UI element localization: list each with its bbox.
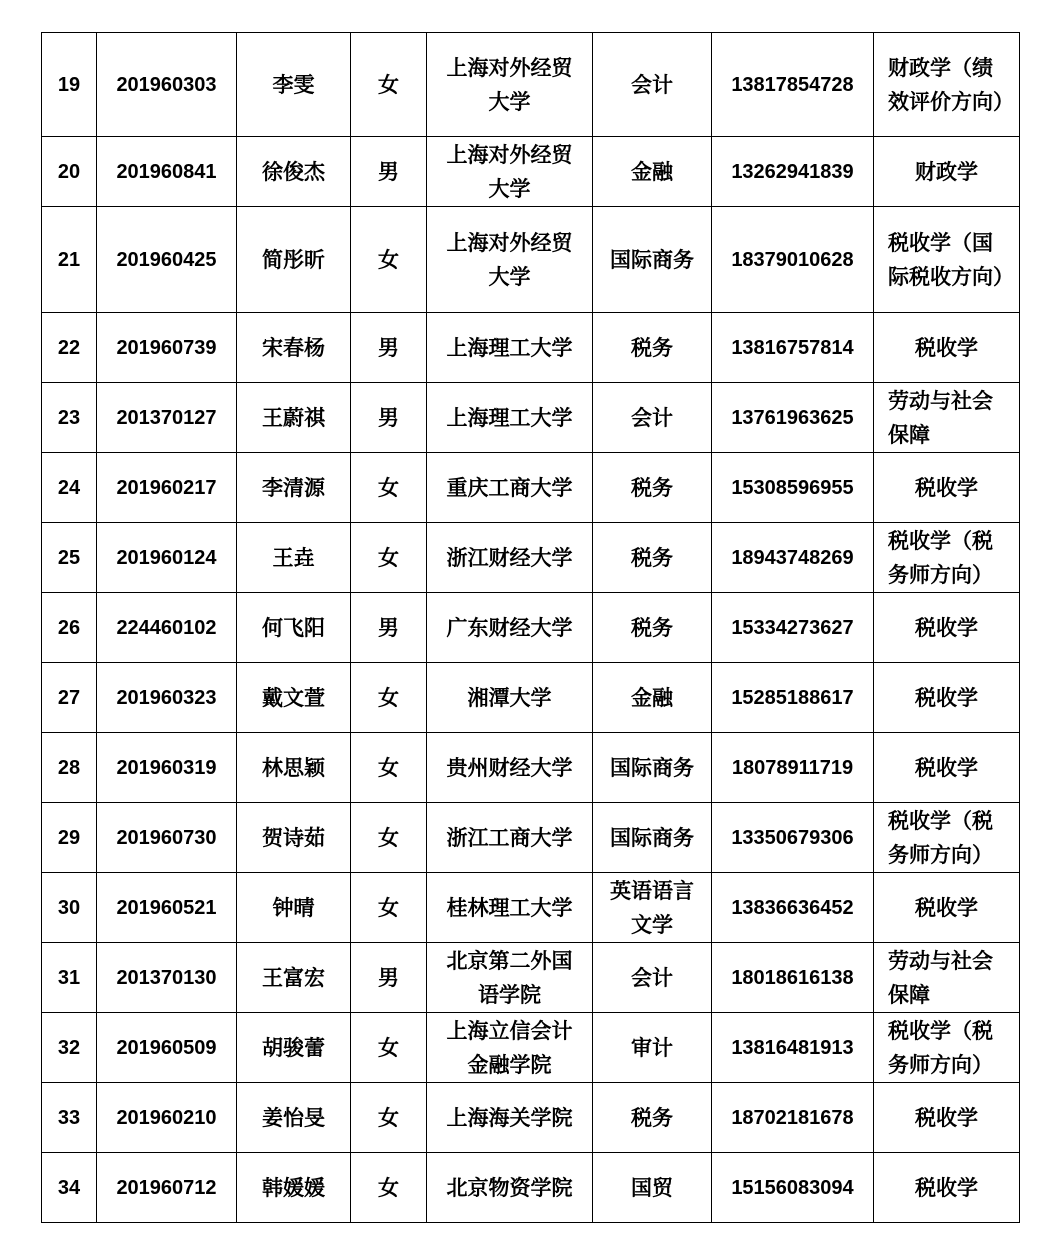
table-row	[42, 137, 1020, 207]
table-row	[42, 207, 1020, 313]
gender-cell: 女	[351, 453, 427, 523]
name-cell: 李清源	[237, 453, 351, 523]
major-cell: 国际商务	[593, 803, 712, 873]
target-program-cell: 税收学（税务师方向）	[874, 523, 1020, 593]
student-roster-table	[41, 32, 1020, 1223]
gender-cell: 女	[351, 873, 427, 943]
school-cell: 北京物资学院	[427, 1153, 593, 1223]
major-cell: 会计	[593, 383, 712, 453]
student-id-cell: 201960521	[97, 873, 237, 943]
name-cell: 韩媛媛	[237, 1153, 351, 1223]
name-cell: 戴文萱	[237, 663, 351, 733]
gender-cell: 女	[351, 523, 427, 593]
phone-cell: 18078911719	[712, 733, 874, 803]
student-id-cell: 201370127	[97, 383, 237, 453]
phone-cell: 15308596955	[712, 453, 874, 523]
phone-cell: 18018616138	[712, 943, 874, 1013]
major-cell: 国贸	[593, 1153, 712, 1223]
row-number-cell: 22	[42, 313, 97, 383]
name-cell: 林思颖	[237, 733, 351, 803]
name-cell: 王垚	[237, 523, 351, 593]
gender-cell: 女	[351, 733, 427, 803]
row-number-cell: 30	[42, 873, 97, 943]
school-cell: 浙江财经大学	[427, 523, 593, 593]
major-cell: 英语语言文学	[593, 873, 712, 943]
row-number-cell: 25	[42, 523, 97, 593]
row-number-cell: 20	[42, 137, 97, 207]
target-program-cell: 税收学（国际税收方向）	[874, 207, 1020, 313]
row-number-cell: 28	[42, 733, 97, 803]
student-id-cell: 201960739	[97, 313, 237, 383]
major-cell: 金融	[593, 663, 712, 733]
target-program-cell: 税收学	[874, 873, 1020, 943]
school-cell: 上海对外经贸大学	[427, 137, 593, 207]
student-id-cell: 201960303	[97, 33, 237, 137]
major-cell: 税务	[593, 453, 712, 523]
name-cell: 贺诗茹	[237, 803, 351, 873]
table-row	[42, 663, 1020, 733]
student-id-cell: 201960425	[97, 207, 237, 313]
student-id-cell: 201960217	[97, 453, 237, 523]
target-program-cell: 财政学	[874, 137, 1020, 207]
student-id-cell: 201960730	[97, 803, 237, 873]
gender-cell: 女	[351, 1153, 427, 1223]
gender-cell: 女	[351, 663, 427, 733]
major-cell: 税务	[593, 1083, 712, 1153]
school-cell: 湘潭大学	[427, 663, 593, 733]
phone-cell: 13350679306	[712, 803, 874, 873]
name-cell: 宋春杨	[237, 313, 351, 383]
table-row	[42, 383, 1020, 453]
name-cell: 王富宏	[237, 943, 351, 1013]
student-id-cell: 201960323	[97, 663, 237, 733]
table-row	[42, 33, 1020, 137]
table-row	[42, 1083, 1020, 1153]
phone-cell: 15334273627	[712, 593, 874, 663]
row-number-cell: 32	[42, 1013, 97, 1083]
gender-cell: 男	[351, 383, 427, 453]
row-number-cell: 23	[42, 383, 97, 453]
row-number-cell: 19	[42, 33, 97, 137]
major-cell: 税务	[593, 523, 712, 593]
name-cell: 李雯	[237, 33, 351, 137]
major-cell: 会计	[593, 33, 712, 137]
name-cell: 徐俊杰	[237, 137, 351, 207]
target-program-cell: 税收学	[874, 733, 1020, 803]
phone-cell: 18943748269	[712, 523, 874, 593]
target-program-cell: 劳动与社会保障	[874, 943, 1020, 1013]
phone-cell: 13262941839	[712, 137, 874, 207]
gender-cell: 女	[351, 1083, 427, 1153]
student-id-cell: 201960712	[97, 1153, 237, 1223]
student-id-cell: 201960319	[97, 733, 237, 803]
target-program-cell: 税收学（税务师方向）	[874, 1013, 1020, 1083]
school-cell: 上海理工大学	[427, 313, 593, 383]
gender-cell: 女	[351, 803, 427, 873]
row-number-cell: 29	[42, 803, 97, 873]
table-row	[42, 593, 1020, 663]
major-cell: 税务	[593, 593, 712, 663]
phone-cell: 18379010628	[712, 207, 874, 313]
table-row	[42, 803, 1020, 873]
school-cell: 北京第二外国语学院	[427, 943, 593, 1013]
student-id-cell: 201370130	[97, 943, 237, 1013]
school-cell: 重庆工商大学	[427, 453, 593, 523]
school-cell: 贵州财经大学	[427, 733, 593, 803]
gender-cell: 女	[351, 33, 427, 137]
table-row	[42, 313, 1020, 383]
student-id-cell: 201960509	[97, 1013, 237, 1083]
major-cell: 会计	[593, 943, 712, 1013]
target-program-cell: 税收学	[874, 663, 1020, 733]
phone-cell: 13836636452	[712, 873, 874, 943]
table-row	[42, 1013, 1020, 1083]
major-cell: 税务	[593, 313, 712, 383]
phone-cell: 15285188617	[712, 663, 874, 733]
target-program-cell: 税收学	[874, 313, 1020, 383]
gender-cell: 女	[351, 1013, 427, 1083]
table-row	[42, 453, 1020, 523]
target-program-cell: 税收学	[874, 593, 1020, 663]
gender-cell: 男	[351, 313, 427, 383]
major-cell: 金融	[593, 137, 712, 207]
phone-cell: 13816481913	[712, 1013, 874, 1083]
name-cell: 简彤昕	[237, 207, 351, 313]
name-cell: 钟晴	[237, 873, 351, 943]
gender-cell: 男	[351, 943, 427, 1013]
school-cell: 浙江工商大学	[427, 803, 593, 873]
row-number-cell: 27	[42, 663, 97, 733]
major-cell: 审计	[593, 1013, 712, 1083]
row-number-cell: 33	[42, 1083, 97, 1153]
school-cell: 广东财经大学	[427, 593, 593, 663]
school-cell: 上海对外经贸大学	[427, 33, 593, 137]
name-cell: 姜怡旻	[237, 1083, 351, 1153]
student-id-cell: 224460102	[97, 593, 237, 663]
school-cell: 上海立信会计金融学院	[427, 1013, 593, 1083]
target-program-cell: 税收学	[874, 453, 1020, 523]
row-number-cell: 24	[42, 453, 97, 523]
major-cell: 国际商务	[593, 207, 712, 313]
table-row	[42, 873, 1020, 943]
student-id-cell: 201960124	[97, 523, 237, 593]
row-number-cell: 21	[42, 207, 97, 313]
gender-cell: 男	[351, 593, 427, 663]
row-number-cell: 34	[42, 1153, 97, 1223]
target-program-cell: 劳动与社会保障	[874, 383, 1020, 453]
name-cell: 胡骏蕾	[237, 1013, 351, 1083]
target-program-cell: 税收学	[874, 1153, 1020, 1223]
student-id-cell: 201960210	[97, 1083, 237, 1153]
phone-cell: 15156083094	[712, 1153, 874, 1223]
name-cell: 何飞阳	[237, 593, 351, 663]
table-row	[42, 523, 1020, 593]
table-row	[42, 943, 1020, 1013]
table-row	[42, 733, 1020, 803]
gender-cell: 男	[351, 137, 427, 207]
school-cell: 上海海关学院	[427, 1083, 593, 1153]
table-row	[42, 1153, 1020, 1223]
school-cell: 上海对外经贸大学	[427, 207, 593, 313]
target-program-cell: 税收学（税务师方向）	[874, 803, 1020, 873]
phone-cell: 13761963625	[712, 383, 874, 453]
school-cell: 桂林理工大学	[427, 873, 593, 943]
gender-cell: 女	[351, 207, 427, 313]
target-program-cell: 税收学	[874, 1083, 1020, 1153]
roster-body	[42, 33, 1020, 1223]
row-number-cell: 31	[42, 943, 97, 1013]
row-number-cell: 26	[42, 593, 97, 663]
phone-cell: 18702181678	[712, 1083, 874, 1153]
phone-cell: 13816757814	[712, 313, 874, 383]
major-cell: 国际商务	[593, 733, 712, 803]
target-program-cell: 财政学（绩效评价方向）	[874, 33, 1020, 137]
school-cell: 上海理工大学	[427, 383, 593, 453]
name-cell: 王蔚祺	[237, 383, 351, 453]
phone-cell: 13817854728	[712, 33, 874, 137]
student-id-cell: 201960841	[97, 137, 237, 207]
